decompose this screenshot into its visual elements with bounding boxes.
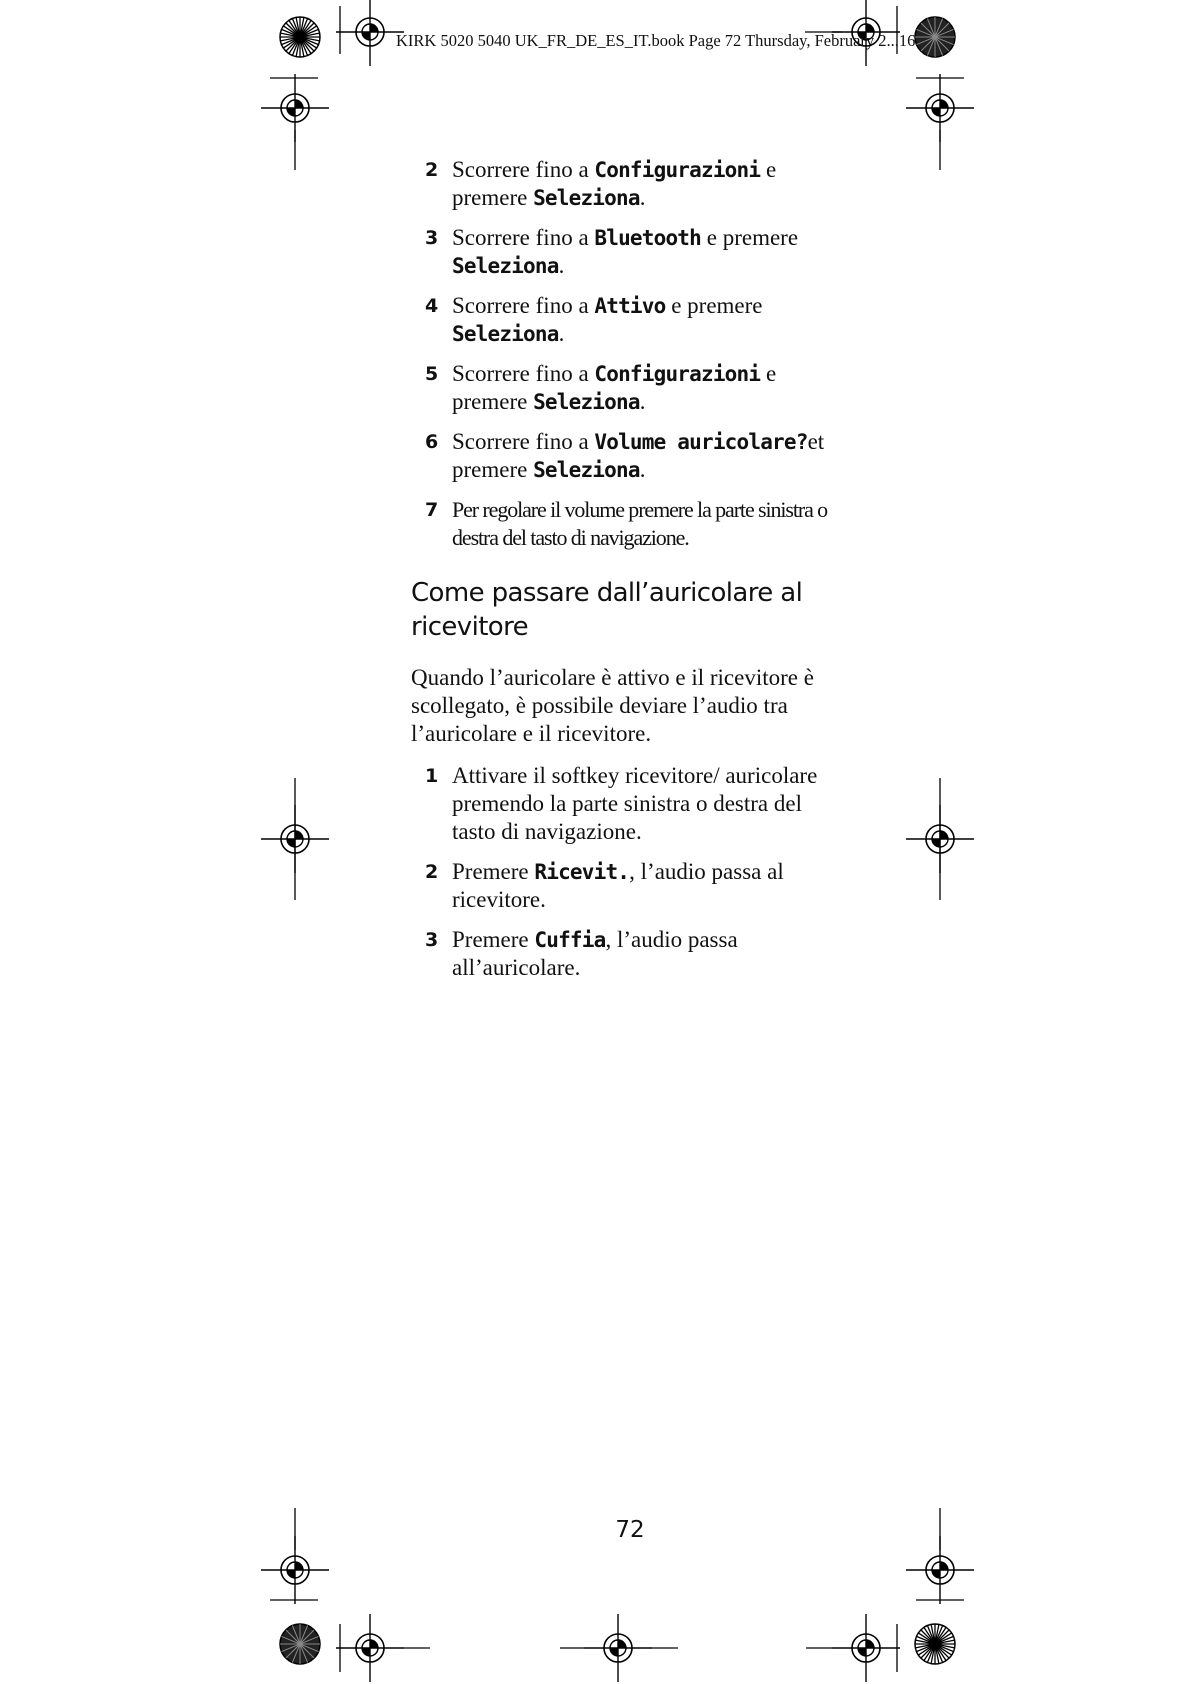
step-number: 7	[425, 499, 438, 521]
section-intro: Quando l’auricolare è attivo e il ricevitore è scollegato, è possibile deviare l’audio tra l’auricolare e il ricevitore.	[411, 665, 814, 746]
list-item: 3 Scorrere fino a Bluetooth e premere Seleziona.	[425, 225, 799, 278]
step-number: 4	[425, 295, 439, 317]
steps-list-bluetooth	[411, 156, 831, 552]
softkey-label: Configurazioni	[594, 362, 761, 386]
list-item: 2 Premere Ricevit., l’audio passa al ricevitore.	[425, 859, 784, 912]
list-item: 6 Scorrere fino a Volume auricolare?et premere Seleziona.	[425, 429, 825, 482]
softkey-label: Volume auricolare?	[594, 430, 808, 454]
step-number: 2	[425, 159, 439, 181]
list-item: 4 Scorrere fino a Attivo e premere Seleziona.	[425, 293, 763, 346]
softkey-label: Configurazioni	[594, 158, 761, 182]
softkey-label: Seleziona	[533, 458, 640, 482]
step-number: 3	[425, 227, 439, 249]
softkey-label: Cuffia	[534, 928, 606, 952]
print-slug-header: KIRK 5020 5040 UK_FR_DE_ES_IT.book Page 72 Thursday, February 2...16	[396, 31, 916, 50]
steps-list-switch-audio	[411, 762, 831, 982]
list-item: 7 Per regolare il volume premere la parte sinistra o destra del tasto di navigazione.	[425, 497, 828, 550]
softkey-label: Seleziona	[533, 186, 640, 210]
section-heading: Come passare dall’auricolare al ricevitore	[411, 578, 803, 642]
step-number: 3	[425, 929, 439, 951]
list-item: 5 Scorrere fino a Configurazioni e premere Seleziona.	[425, 361, 777, 414]
list-item: 3 Premere Cuffia, l’audio passa all’auricolare.	[425, 927, 738, 980]
softkey-label: Bluetooth	[594, 226, 701, 250]
step-number: 2	[425, 861, 439, 883]
list-item: 1 Attivare il softkey ricevitore/ auricolare premendo la parte sinistra o destra del tasto di navigazione.	[425, 763, 818, 844]
step-number: 5	[425, 363, 439, 385]
step-number: 1	[425, 765, 439, 787]
softkey-label: Ricevit.	[534, 860, 630, 884]
step-number: 6	[425, 431, 439, 453]
page-number: 72	[615, 1517, 645, 1543]
softkey-label: Attivo	[594, 294, 666, 318]
softkey-label: Seleziona	[452, 254, 559, 278]
softkey-label: Seleziona	[452, 322, 559, 346]
list-item: 2 Scorrere fino a Configurazioni e premere Seleziona.	[425, 157, 777, 210]
softkey-label: Seleziona	[533, 390, 640, 414]
manual-content	[411, 156, 831, 994]
